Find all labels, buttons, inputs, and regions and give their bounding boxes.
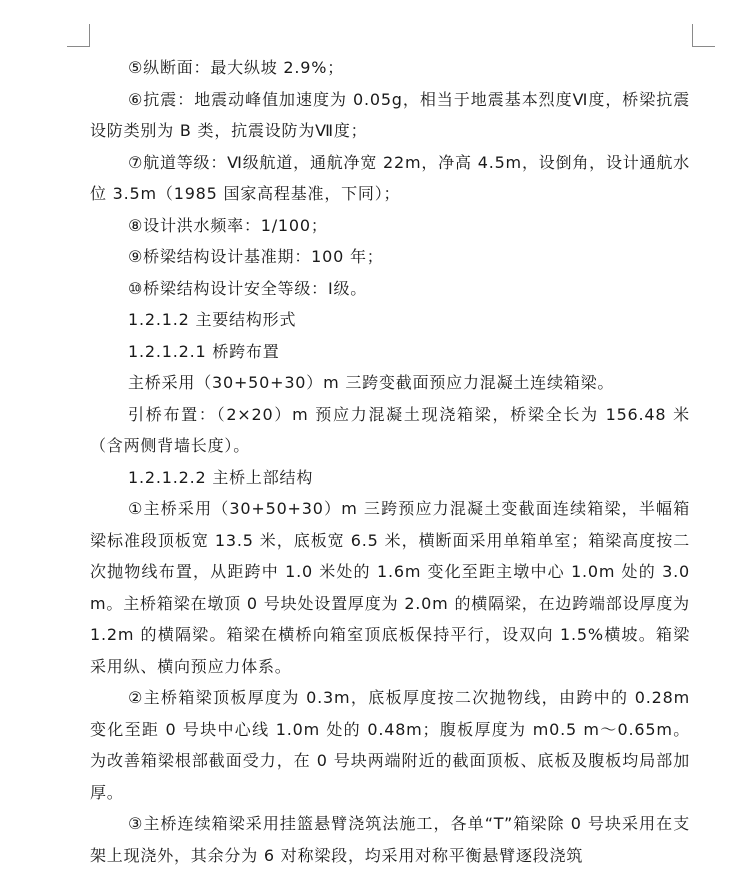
page-corner-mark-right xyxy=(692,24,715,47)
paragraph-safety-grade: ⑩桥梁结构设计安全等级：Ⅰ级。 xyxy=(128,278,368,298)
page-corner-mark-left xyxy=(67,24,90,47)
section-heading-span-layout: 1.2.1.2.1 桥跨布置 xyxy=(128,341,280,361)
section-heading-superstructure: 1.2.1.2.2 主桥上部结构 xyxy=(128,467,314,487)
paragraph-flood-frequency: ⑧设计洪水频率：1/100； xyxy=(128,215,328,235)
paragraph-longitudinal-section: ⑤纵断面：最大纵坡 2.9%； xyxy=(128,58,345,77)
paragraph-box-girder-1: ①主桥采用（30+50+30）m 三跨预应力混凝土变截面连续箱梁，半幅箱梁标准段顶板宽 13.5 米，底板宽 6.5 米，横断面采用单箱单室；箱梁高度按二次抛物线布置，从距跨中 1.0 米处的 1.6m 变化至距主墩中心 1.0m 处的 3.0m。主桥箱梁在墩顶 0 号块处设置厚度为 2.0m 的横隔梁，在边跨端部设厚度为 1.2m 的横隔梁。箱梁在横桥向箱室顶底板保持平行，设双向 1.5%横坡。箱梁采用纵、横向预应力体系。 xyxy=(90,499,690,676)
paragraph-box-girder-3: ③主桥连续箱梁采用挂篮悬臂浇筑法施工，各单“T”箱梁除 0 号块采用在支架上现浇外，其余分为 6 对称梁段，均采用对称平衡悬臂逐段浇筑 xyxy=(90,814,690,865)
section-heading-structure-form: 1.2.1.2 主要结构形式 xyxy=(128,310,297,329)
paragraph-seismic: ⑥抗震：地震动峰值加速度为 0.05g，相当于地震基本烈度Ⅵ度，桥梁抗震设防类别为 B 类，抗震设防为Ⅶ度； xyxy=(90,89,690,140)
paragraph-approach-bridge: 引桥布置：（2×20）m 预应力混凝土现浇箱梁，桥梁全长为 156.48 米（含两侧背墙长度）。 xyxy=(90,404,690,455)
paragraph-design-reference-period: ⑨桥梁结构设计基准期：100 年； xyxy=(128,247,384,266)
paragraph-box-girder-2: ②主桥箱梁顶板厚度为 0.3m，底板厚度按二次抛物线，由跨中的 0.28m 变化至距 0 号块中心线 1.0m 处的 0.48m；腹板厚度为 m0.5 m～0.65m。为改善箱梁根部截面受力，在 0 号块两端附近的截面顶板、底板及腹板均局部加厚。 xyxy=(90,688,690,802)
document-page xyxy=(90,52,690,871)
paragraph-waterway-grade: ⑦航道等级：Ⅵ级航道，通航净宽 22m，净高 4.5m，设倒角，设计通航水位 3.5m（1985 国家高程基准，下同）； xyxy=(90,152,690,203)
paragraph-main-bridge: 主桥采用（30+50+30）m 三跨变截面预应力混凝土连续箱梁。 xyxy=(128,373,615,392)
